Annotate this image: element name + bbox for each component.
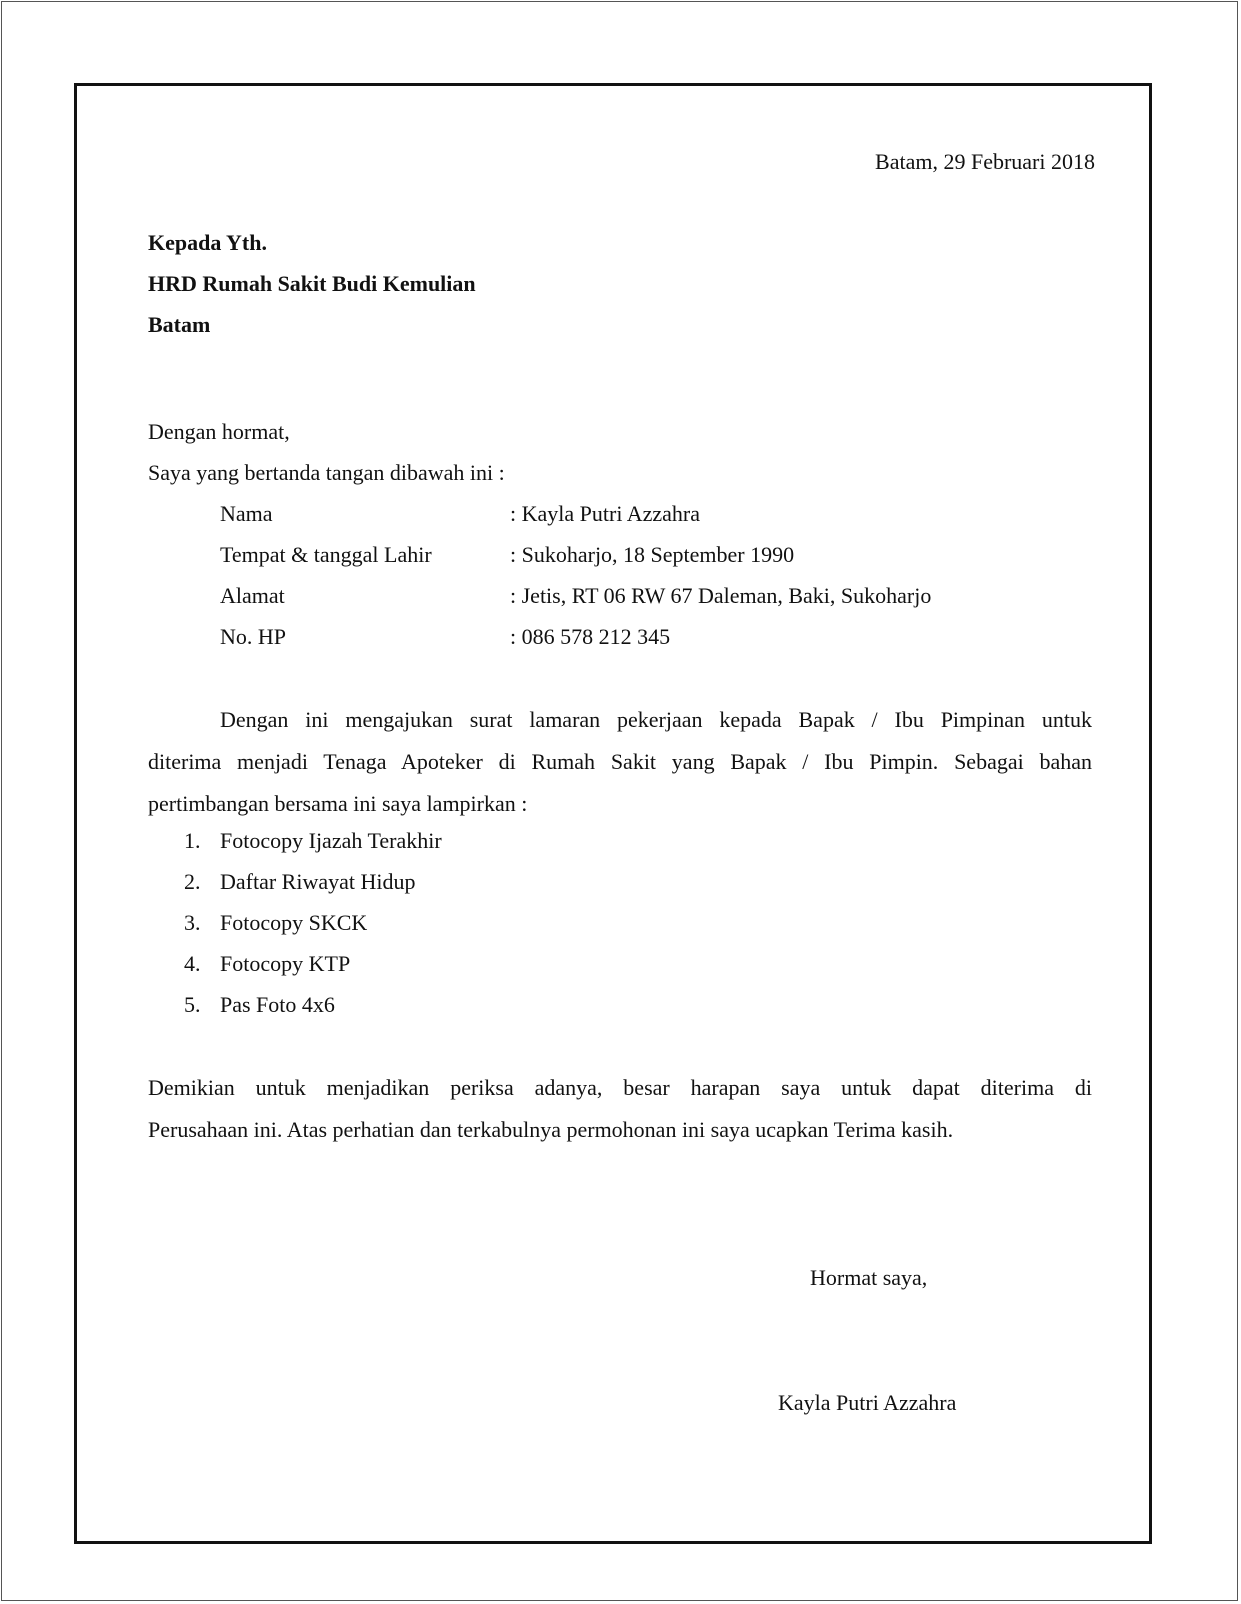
field-label-nama: Nama (220, 501, 273, 526)
closing-line-2: Perusahaan ini. Atas perhatian dan terkabulnya permohonan ini saya ucapkan Terima kasih. (148, 1117, 954, 1142)
recipient-line-1: Kepada Yth. (148, 230, 267, 255)
sign-off: Hormat saya, (810, 1265, 928, 1290)
list-item-text: Fotocopy SKCK (220, 910, 368, 935)
field-label-alamat: Alamat (220, 583, 285, 608)
field-label-ttl: Tempat & tanggal Lahir (220, 542, 432, 567)
list-item-text: Daftar Riwayat Hidup (220, 869, 416, 894)
recipient-line-2: HRD Rumah Sakit Budi Kemulian (148, 271, 476, 296)
list-item-text: Fotocopy Ijazah Terakhir (220, 828, 442, 853)
body-line-2: diterima menjadi Tenaga Apoteker di Rumah Sakit yang Bapak / Ibu Pimpin. Sebagai bahan (148, 749, 1092, 774)
list-item-number: 3. (184, 910, 201, 935)
greeting: Dengan hormat, (148, 419, 290, 444)
field-value-alamat: : Jetis, RT 06 RW 67 Daleman, Baki, Sukoharjo (510, 583, 932, 608)
closing-paragraph (148, 1067, 1092, 1151)
list-item-number: 5. (184, 992, 201, 1017)
list-item-number: 4. (184, 951, 201, 976)
body-line-1: Dengan ini mengajukan surat lamaran pekerjaan kepada Bapak / Ibu Pimpinan untuk (220, 707, 1092, 732)
closing-line-1: Demikian untuk menjadikan periksa adanya, besar harapan saya untuk dapat diterima di (148, 1075, 1092, 1100)
list-item-text: Pas Foto 4x6 (220, 992, 335, 1017)
list-item-number: 2. (184, 869, 201, 894)
field-value-ttl: : Sukoharjo, 18 September 1990 (510, 542, 795, 567)
field-value-nama: : Kayla Putri Azzahra (510, 501, 700, 526)
field-value-hp: : 086 578 212 345 (510, 624, 671, 649)
body-line-3: pertimbangan bersama ini saya lampirkan : (148, 791, 528, 816)
recipient-line-3: Batam (148, 312, 211, 337)
body-paragraph (148, 699, 1092, 825)
field-label-hp: No. HP (220, 624, 287, 649)
intro-line: Saya yang bertanda tangan dibawah ini : (148, 460, 505, 485)
list-item-number: 1. (184, 828, 201, 853)
signatory-name: Kayla Putri Azzahra (778, 1390, 957, 1415)
place-date: Batam, 29 Februari 2018 (875, 149, 1095, 174)
list-item-text: Fotocopy KTP (220, 951, 351, 976)
